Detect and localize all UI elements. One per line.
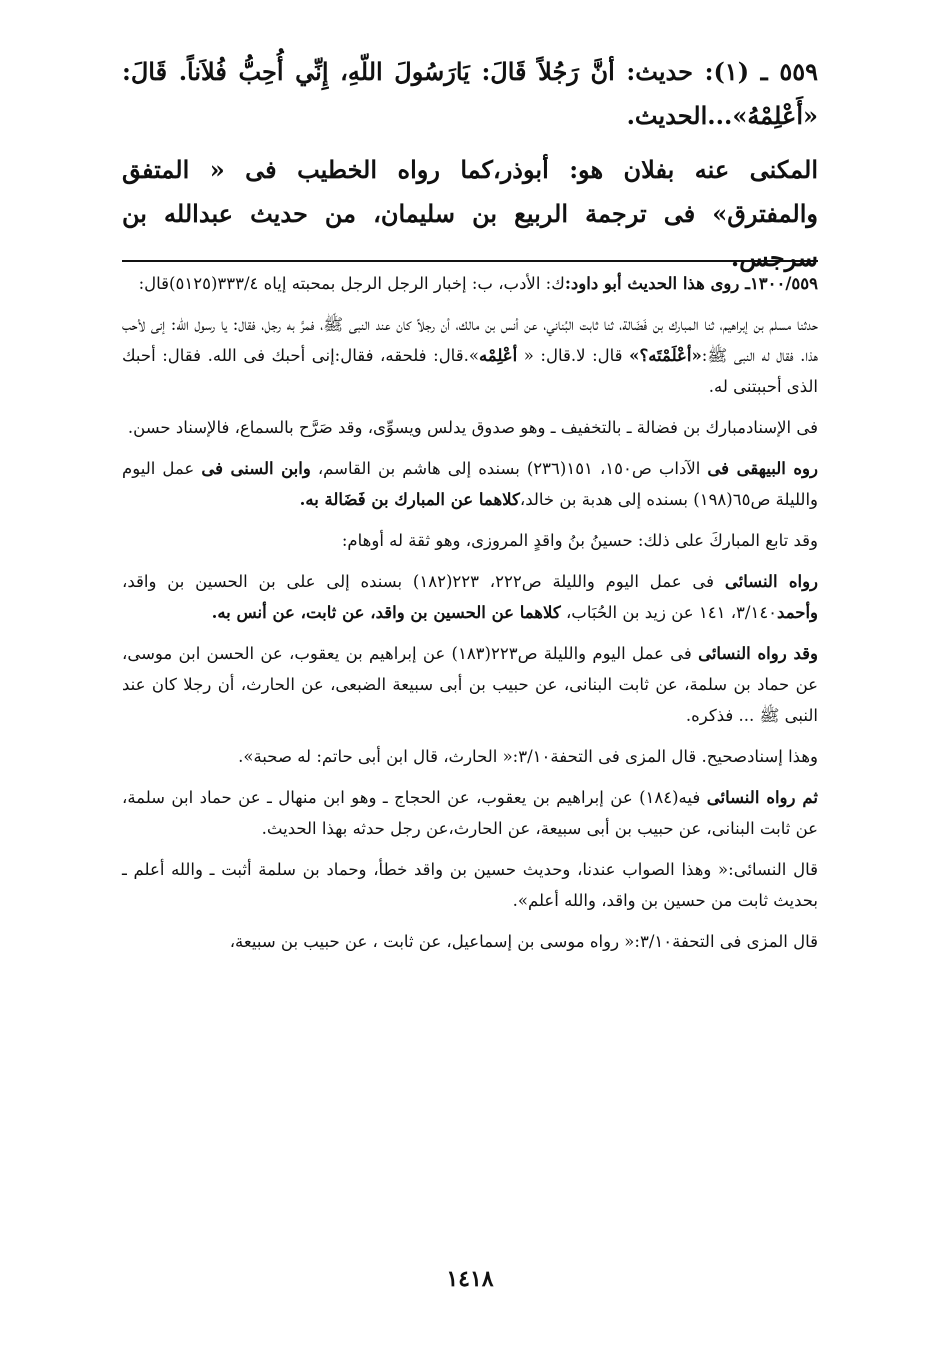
narration-end: ».قال: فلحقه، فقال:إنى أحبك فى الله. فقال: أحبك الذى أحببتنى له. [122, 346, 818, 396]
takhrij-paragraph [122, 638, 818, 731]
source-detail: الآداب ص١٥٠، ١٥١(٢٣٦) بسنده إلى هاشم بن القاسم، [310, 459, 708, 478]
nasai-quote: قال النسائى:« وهذا الصواب عندنا، وحديث حسين بن واقد خطأ، وحماد بن سلمة أثبت ـ والله أعلم ـ بحديث ثابت من حسين بن واقد، والله أعلم». [122, 860, 818, 910]
source-detail: ٣/١٤٠، ١٤١ عن زيد بن الحُبَاب، [560, 603, 778, 622]
takhrij-paragraph [122, 453, 818, 515]
hadith-paragraph: ٥٥٩ ـ (١): حديث: أنَّ رَجُلاً قَالَ: يَارَسُولَ اللّهِ، إِنِّي أُحِبُّ فُلاَناً. قَالَ: «أَعْلِمْهُ»...الحديث. [122, 57, 818, 130]
footnote-hadith-text [122, 309, 818, 402]
bold-quote: «أعْلَمْتَه؟» [629, 346, 702, 365]
bold-source: وابن السنى فى [201, 459, 311, 478]
hadith-narration: حدثنا مسلم بن إبراهيم، ثنا المبارك بن فَضَالة، ثنا ثابت البُناني، عن أنس بن مالك، أن رجلاً كان عند النبى ﷺ، فمرَّ به رجل، فقال: يا رسول الله: إنى لأحب هذا. فقال له النبى ﷺ: [122, 315, 818, 365]
commentary-paragraph: المكنى عنه بفلان هو: أبوذر،كما رواه الخطيب فى « المتفق والمفترق» فى ترجمة الربيع بن سليمان، من حديث عبدالله بن سرجس. [122, 155, 818, 272]
footnote-divider [122, 260, 818, 262]
bold-source: رواه النسائى [724, 572, 819, 591]
main-text [122, 50, 818, 290]
source-detail: فيه(١٨٤) عن إبراهيم بن يعقوب، عن الحجاج ـ وهو ابن منهال ـ عن حماد ابن سلمة، عن ثابت البنانى، عن حبيب بن أبى سبيعة، عن الحارث،عن رجل حدثه بهذا الحديث. [122, 788, 818, 838]
footnotes [122, 268, 818, 967]
takhrij-paragraph [122, 566, 818, 628]
footnote-heading [122, 268, 818, 299]
bold-source: روه البيهقى فى [707, 459, 818, 478]
narration-middle: قال: لا.قال: « [517, 346, 630, 365]
grading-paragraph: وهذا إسنادصحيح. قال المزى فى التحفة٣/١٠:« الحارث، قال ابن أبى حاتم: له صحبة». [238, 747, 818, 766]
bold-source: وأحمد [777, 603, 818, 622]
isnad-grading: فى الإسنادمبارك بن فضالة ـ بالتخفيف ـ وهو صدوق يدلس ويسوِّى، وقد صَرَّح بالسماع، فالإسناد حسن. [127, 418, 818, 437]
source-detail: فى عمل اليوم والليلة ص٢٢٢، ٢٢٣(١٨٢) بسنده إلى على بن الحسين بن واقد، [122, 572, 725, 591]
bold-quote: أعْلِمْه [478, 346, 518, 365]
bold-conclusion: كلاهما عن الحسين بن واقد، عن ثابت، عن أنس به. [211, 603, 561, 622]
page-number: ١٤١٨ [446, 1266, 494, 1292]
bold-source: وقد رواه النسائى [698, 644, 818, 663]
source-detail: عمل اليوم والليلة ص٦٥(١٩٨) بسنده إلى هدبة بن خالد، [122, 459, 818, 509]
bold-source: ثم رواه النسائى [706, 788, 818, 807]
mizzi-quote: قال المزى فى التحفة٣/١٠:« رواه موسى بن إسماعيل، عن ثابت ، عن حبيب بن سبيعة، [229, 932, 818, 951]
bold-conclusion: كلاهما عن المبارك بن فَضَالة به. [299, 490, 520, 509]
mutabaah-paragraph: وقد تابع المباركَ على ذلك: حسينُ بنُ واقدٍ المروزى، وهو ثقة له أوهام: [341, 531, 818, 550]
footnote-number: ١٣٠٠/٥٥٩ـ روى هذا الحديث أبو داود: [564, 274, 818, 293]
source-detail: فى عمل اليوم والليلة ص٢٢٣(١٨٣) عن إبراهيم بن يعقوب، عن الحسن ابن موسى، عن حماد بن سلمة، عن ثابت البنانى، عن حبيب بن أبى سبيعة الضبعى، عن الحارث، أن رجلا كان عند النبى ﷺ ... فذكره. [122, 644, 818, 725]
takhrij-paragraph [122, 782, 818, 844]
footnote-source: ك: الأدب، ب: إخبار الرجل الرجل بمحبته إياه ٣٣٣/٤(٥١٢٥)قال: [138, 274, 565, 293]
